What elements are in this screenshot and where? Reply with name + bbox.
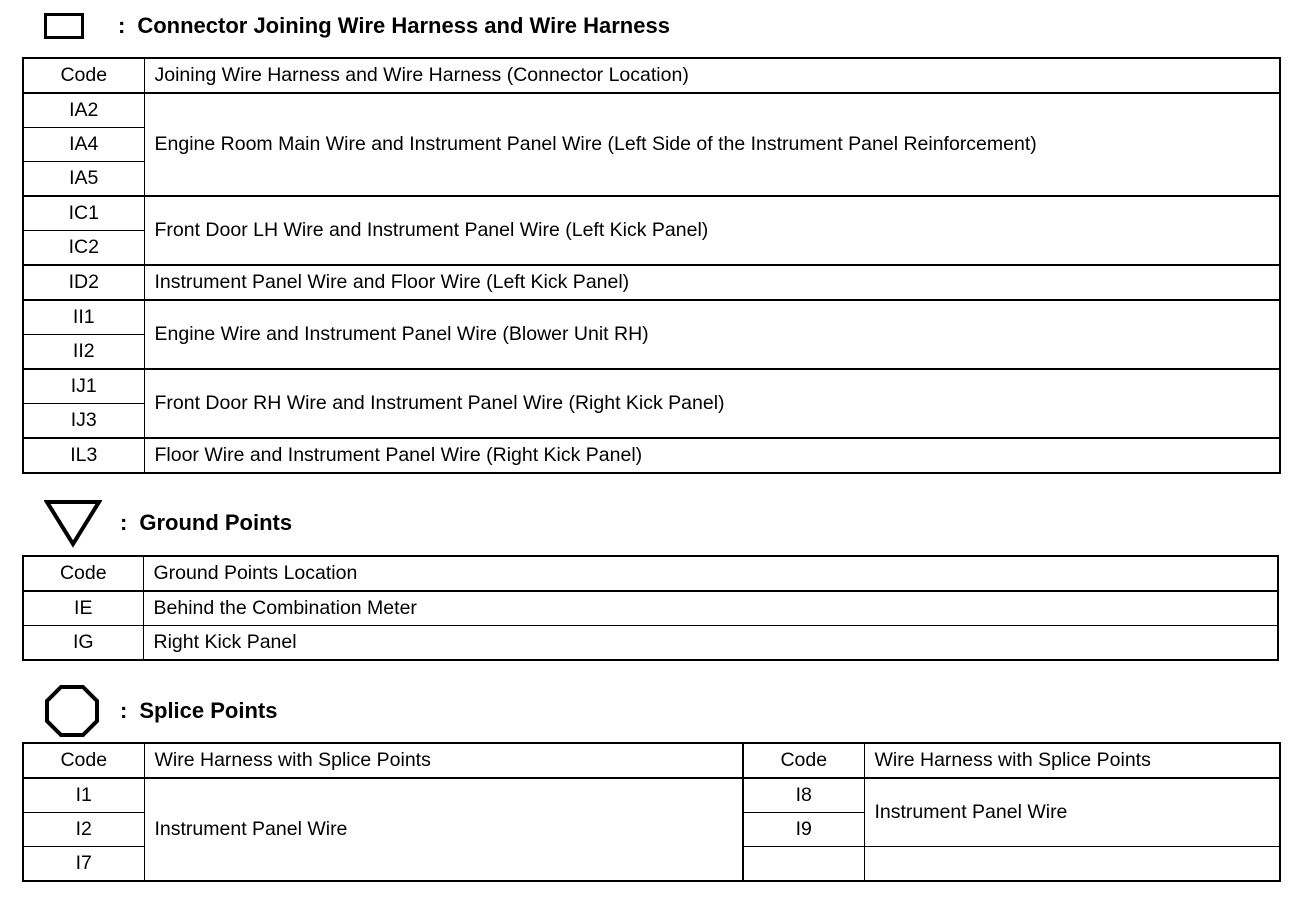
code-cell: I1 [23,778,144,813]
splice-section-title: Splice Points [139,698,278,723]
heading-colon: : [120,698,128,723]
table-row [23,626,1278,661]
table-row [23,591,1278,626]
description-cell: Floor Wire and Instrument Panel Wire (Right Kick Panel) [144,438,1280,473]
code-cell: IJ1 [23,369,144,404]
header-ground-location: Ground Points Location [143,556,1278,591]
table-row [23,265,1280,300]
code-cell: II1 [23,300,144,335]
splice-points-table [22,742,1281,882]
description-cell: Engine Room Main Wire and Instrument Panel Wire (Left Side of the Instrument Panel Reinforcement) [144,93,1280,196]
triangle-ground-icon [44,498,102,548]
table-header-row [23,743,1280,778]
code-cell: I7 [23,847,144,882]
location-cell: Behind the Combination Meter [143,591,1278,626]
code-cell: IE [23,591,143,626]
table-row [23,300,1280,335]
code-cell: IA5 [23,162,144,197]
header-code: Code [23,743,144,778]
square-connector-icon [44,13,84,39]
code-cell: ID2 [23,265,144,300]
code-cell: IA2 [23,93,144,128]
table-row [23,369,1280,404]
ground-section-heading [44,498,292,548]
header-splice-harness: Wire Harness with Splice Points [144,743,743,778]
ground-points-table [22,555,1279,661]
code-cell: IC1 [23,196,144,231]
code-cell: IL3 [23,438,144,473]
description-cell: Front Door LH Wire and Instrument Panel Wire (Left Kick Panel) [144,196,1280,265]
code-cell: I8 [743,778,864,813]
header-code: Code [23,58,144,93]
header-code: Code [23,556,143,591]
code-cell: IJ3 [23,404,144,439]
ground-section-title: Ground Points [139,510,293,535]
harness-cell: Instrument Panel Wire [144,778,743,881]
table-row [23,438,1280,473]
empty-cell [743,847,864,882]
header-splice-harness: Wire Harness with Splice Points [864,743,1280,778]
octagon-splice-icon [44,684,100,738]
table-row [23,196,1280,231]
code-cell: II2 [23,335,144,370]
connector-section-heading [44,13,670,39]
table-header-row [23,556,1278,591]
code-cell: IC2 [23,231,144,266]
harness-cell: Instrument Panel Wire [864,778,1280,847]
location-cell: Right Kick Panel [143,626,1278,661]
description-cell: Instrument Panel Wire and Floor Wire (Left Kick Panel) [144,265,1280,300]
heading-colon: : [120,510,128,535]
code-cell: IA4 [23,128,144,162]
splice-section-heading [44,684,277,738]
description-cell: Engine Wire and Instrument Panel Wire (Blower Unit RH) [144,300,1280,369]
header-connector-location: Joining Wire Harness and Wire Harness (Connector Location) [144,58,1280,93]
table-row [23,93,1280,128]
heading-colon: : [118,13,126,38]
code-cell: I9 [743,813,864,847]
code-cell: I2 [23,813,144,847]
connector-section-title: Connector Joining Wire Harness and Wire Harness [137,13,670,38]
description-cell: Front Door RH Wire and Instrument Panel Wire (Right Kick Panel) [144,369,1280,438]
header-code: Code [743,743,864,778]
table-header-row [23,58,1280,93]
code-cell: IG [23,626,143,661]
empty-cell [864,847,1280,882]
table-row [23,778,1280,813]
connector-table [22,57,1281,474]
